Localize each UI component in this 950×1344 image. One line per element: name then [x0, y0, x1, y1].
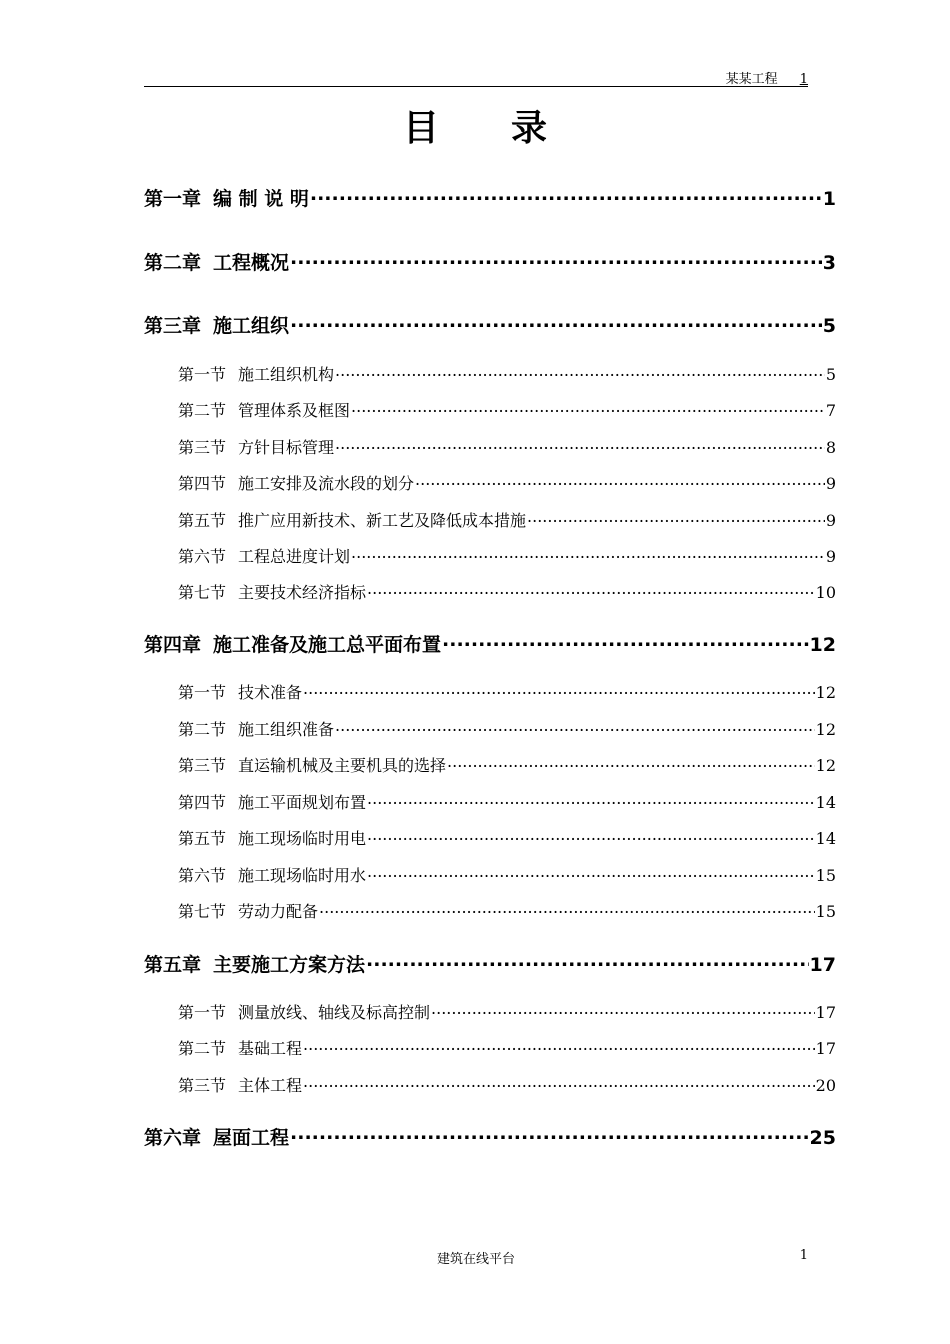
toc-entry-number: 第六章 [144, 1127, 202, 1149]
toc-entry-label: 测量放线、轴线及标高控制 [238, 1003, 431, 1022]
toc-entry-label: 屋面工程 [213, 1127, 290, 1149]
toc-section-entry[interactable] [178, 680, 836, 703]
toc-section-entry[interactable] [178, 753, 836, 776]
toc-entry-number: 第三节 [178, 756, 227, 775]
toc-entry-page-number: 12 [815, 683, 836, 702]
toc-entry-number: 第四章 [144, 634, 202, 656]
toc-section-entry[interactable] [178, 717, 836, 740]
toc-entry-number: 第六节 [178, 866, 227, 885]
toc-dot-leader [527, 510, 825, 526]
toc-entry-label: 主要施工方案方法 [213, 954, 366, 976]
page-header [144, 66, 808, 87]
toc-entry-page-number: 9 [825, 547, 836, 566]
toc-entry-number: 第一节 [178, 683, 227, 702]
toc-section-entry[interactable] [178, 826, 836, 849]
toc-dot-leader [367, 865, 815, 881]
toc-section-entry[interactable] [178, 544, 836, 567]
toc-entry-label: 施工准备及施工总平面布置 [213, 634, 442, 656]
toc-entry-label: 技术准备 [238, 683, 303, 702]
toc-dot-leader [303, 682, 815, 698]
toc-entry-page-number: 17 [809, 954, 836, 976]
toc-section-entry[interactable] [178, 790, 836, 813]
footer-page-number: 1 [799, 1248, 808, 1263]
toc-dot-leader [431, 1002, 815, 1018]
toc-section-entry[interactable] [178, 1073, 836, 1096]
toc-entry-label: 方针目标管理 [238, 438, 335, 457]
toc-entry-label: 劳动力配备 [238, 902, 319, 921]
toc-entry-page-number: 20 [815, 1076, 836, 1095]
toc-entry-number: 第一节 [178, 1003, 227, 1022]
toc-dot-leader [367, 828, 815, 844]
toc-entry-number: 第一节 [178, 365, 227, 384]
header-text [726, 68, 808, 87]
toc-entry-page-number: 8 [825, 438, 836, 457]
toc-entry-number: 第六节 [178, 547, 227, 566]
toc-chapter-entry[interactable] [144, 184, 836, 211]
toc-entry-label: 基础工程 [238, 1039, 303, 1058]
toc-dot-leader [303, 1038, 815, 1054]
footer-site-name: 建筑在线平台 [436, 1252, 515, 1267]
toc-dot-leader [335, 719, 815, 735]
toc-entry-label: 工程概况 [213, 252, 290, 274]
toc-entry-page-number: 5 [822, 315, 836, 337]
toc-entry-page-number: 9 [825, 511, 836, 530]
toc-entry-label: 施工现场临时用水 [238, 866, 367, 885]
toc-entry-number: 第七节 [178, 583, 227, 602]
toc-dot-leader [303, 1075, 815, 1091]
toc-entry-page-number: 1 [822, 188, 836, 210]
toc-section-entry[interactable] [178, 899, 836, 922]
toc-dot-leader [319, 901, 815, 917]
toc-dot-leader [290, 250, 822, 269]
toc-entry-number: 第三节 [178, 438, 227, 457]
toc-entry-number: 第四节 [178, 474, 227, 493]
toc-entry-label: 施工组织机构 [238, 365, 335, 384]
toc-entry-label: 推广应用新技术、新工艺及降低成本措施 [238, 511, 527, 530]
toc-dot-leader [335, 364, 825, 380]
toc-section-entry[interactable] [178, 1036, 836, 1059]
toc-section-entry[interactable] [178, 1000, 836, 1023]
toc-entry-label: 直运输机械及主要机具的选择 [238, 756, 447, 775]
toc-entry-number: 第二节 [178, 1039, 227, 1058]
page-footer [144, 1248, 808, 1268]
toc-entry-label: 主要技术经济指标 [238, 583, 367, 602]
toc-entry-label: 管理体系及框图 [238, 401, 351, 420]
toc-entry-page-number: 9 [825, 474, 836, 493]
toc-entry-label: 编 制 说 明 [213, 188, 309, 210]
toc-entry-number: 第二章 [144, 252, 202, 274]
header-project-name: 某某工程 [725, 72, 778, 87]
toc-section-entry[interactable] [178, 398, 836, 421]
toc-dot-leader [367, 582, 815, 598]
toc-entry-label: 施工平面规划布置 [238, 793, 367, 812]
toc-chapter-entry[interactable] [144, 248, 836, 275]
toc-chapter-entry[interactable] [144, 950, 836, 977]
toc-entry-number: 第四节 [178, 793, 227, 812]
toc-chapter-entry[interactable] [144, 1123, 836, 1150]
toc-entry-number: 第二节 [178, 401, 227, 420]
toc-entry-page-number: 12 [809, 634, 836, 656]
toc-entry-label: 施工现场临时用电 [238, 829, 367, 848]
toc-chapter-entry[interactable] [144, 630, 836, 657]
toc-entry-page-number: 17 [815, 1039, 836, 1058]
toc-chapter-entry[interactable] [144, 311, 836, 338]
toc-entry-number: 第二节 [178, 720, 227, 739]
toc-entry-number: 第五节 [178, 511, 227, 530]
toc-dot-leader [415, 473, 825, 489]
toc-section-entry[interactable] [178, 471, 836, 494]
toc-entry-number: 第一章 [144, 188, 202, 210]
toc-title: 目录 [402, 108, 619, 149]
toc-entry-page-number: 5 [825, 365, 836, 384]
toc-dot-leader [442, 632, 809, 651]
toc-entry-number: 第三章 [144, 315, 202, 337]
toc-dot-leader [367, 792, 815, 808]
toc-entry-label: 主体工程 [238, 1076, 303, 1095]
toc-dot-leader [447, 755, 815, 771]
toc-entry-page-number: 10 [815, 583, 836, 602]
toc-dot-leader [366, 952, 809, 971]
toc-entry-page-number: 25 [809, 1127, 836, 1149]
toc-dot-leader [310, 186, 822, 205]
toc-entry-number: 第七节 [178, 902, 227, 921]
toc-entry-number: 第三节 [178, 1076, 227, 1095]
toc-entry-page-number: 3 [822, 252, 836, 274]
toc-entry-number: 第五章 [144, 954, 202, 976]
toc-entry-label: 工程总进度计划 [238, 547, 351, 566]
toc-section-entry[interactable] [178, 508, 836, 531]
toc-entry-page-number: 12 [815, 756, 836, 775]
toc-dot-leader [335, 437, 825, 453]
toc-entry-label: 施工组织准备 [238, 720, 335, 739]
toc-entry-page-number: 14 [815, 829, 836, 848]
toc-section-entry[interactable] [178, 863, 836, 886]
toc-entry-page-number: 17 [815, 1003, 836, 1022]
toc-entry-label: 施工组织 [213, 315, 290, 337]
toc-entry-page-number: 15 [815, 866, 836, 885]
toc-dot-leader [290, 1125, 809, 1144]
toc-dot-leader [351, 546, 825, 562]
toc-entry-page-number: 14 [815, 793, 836, 812]
toc-section-entry[interactable] [178, 435, 836, 458]
toc-entry-page-number: 15 [815, 902, 836, 921]
header-page-number: 1 [799, 72, 808, 87]
toc-section-entry[interactable] [178, 580, 836, 603]
toc-dot-leader [290, 313, 822, 332]
toc-section-entry[interactable] [178, 362, 836, 385]
toc-entry-label: 施工安排及流水段的划分 [238, 474, 415, 493]
toc-entry-page-number: 12 [815, 720, 836, 739]
toc-dot-leader [351, 400, 825, 416]
toc-entry-number: 第五节 [178, 829, 227, 848]
toc-entry-page-number: 7 [825, 401, 836, 420]
